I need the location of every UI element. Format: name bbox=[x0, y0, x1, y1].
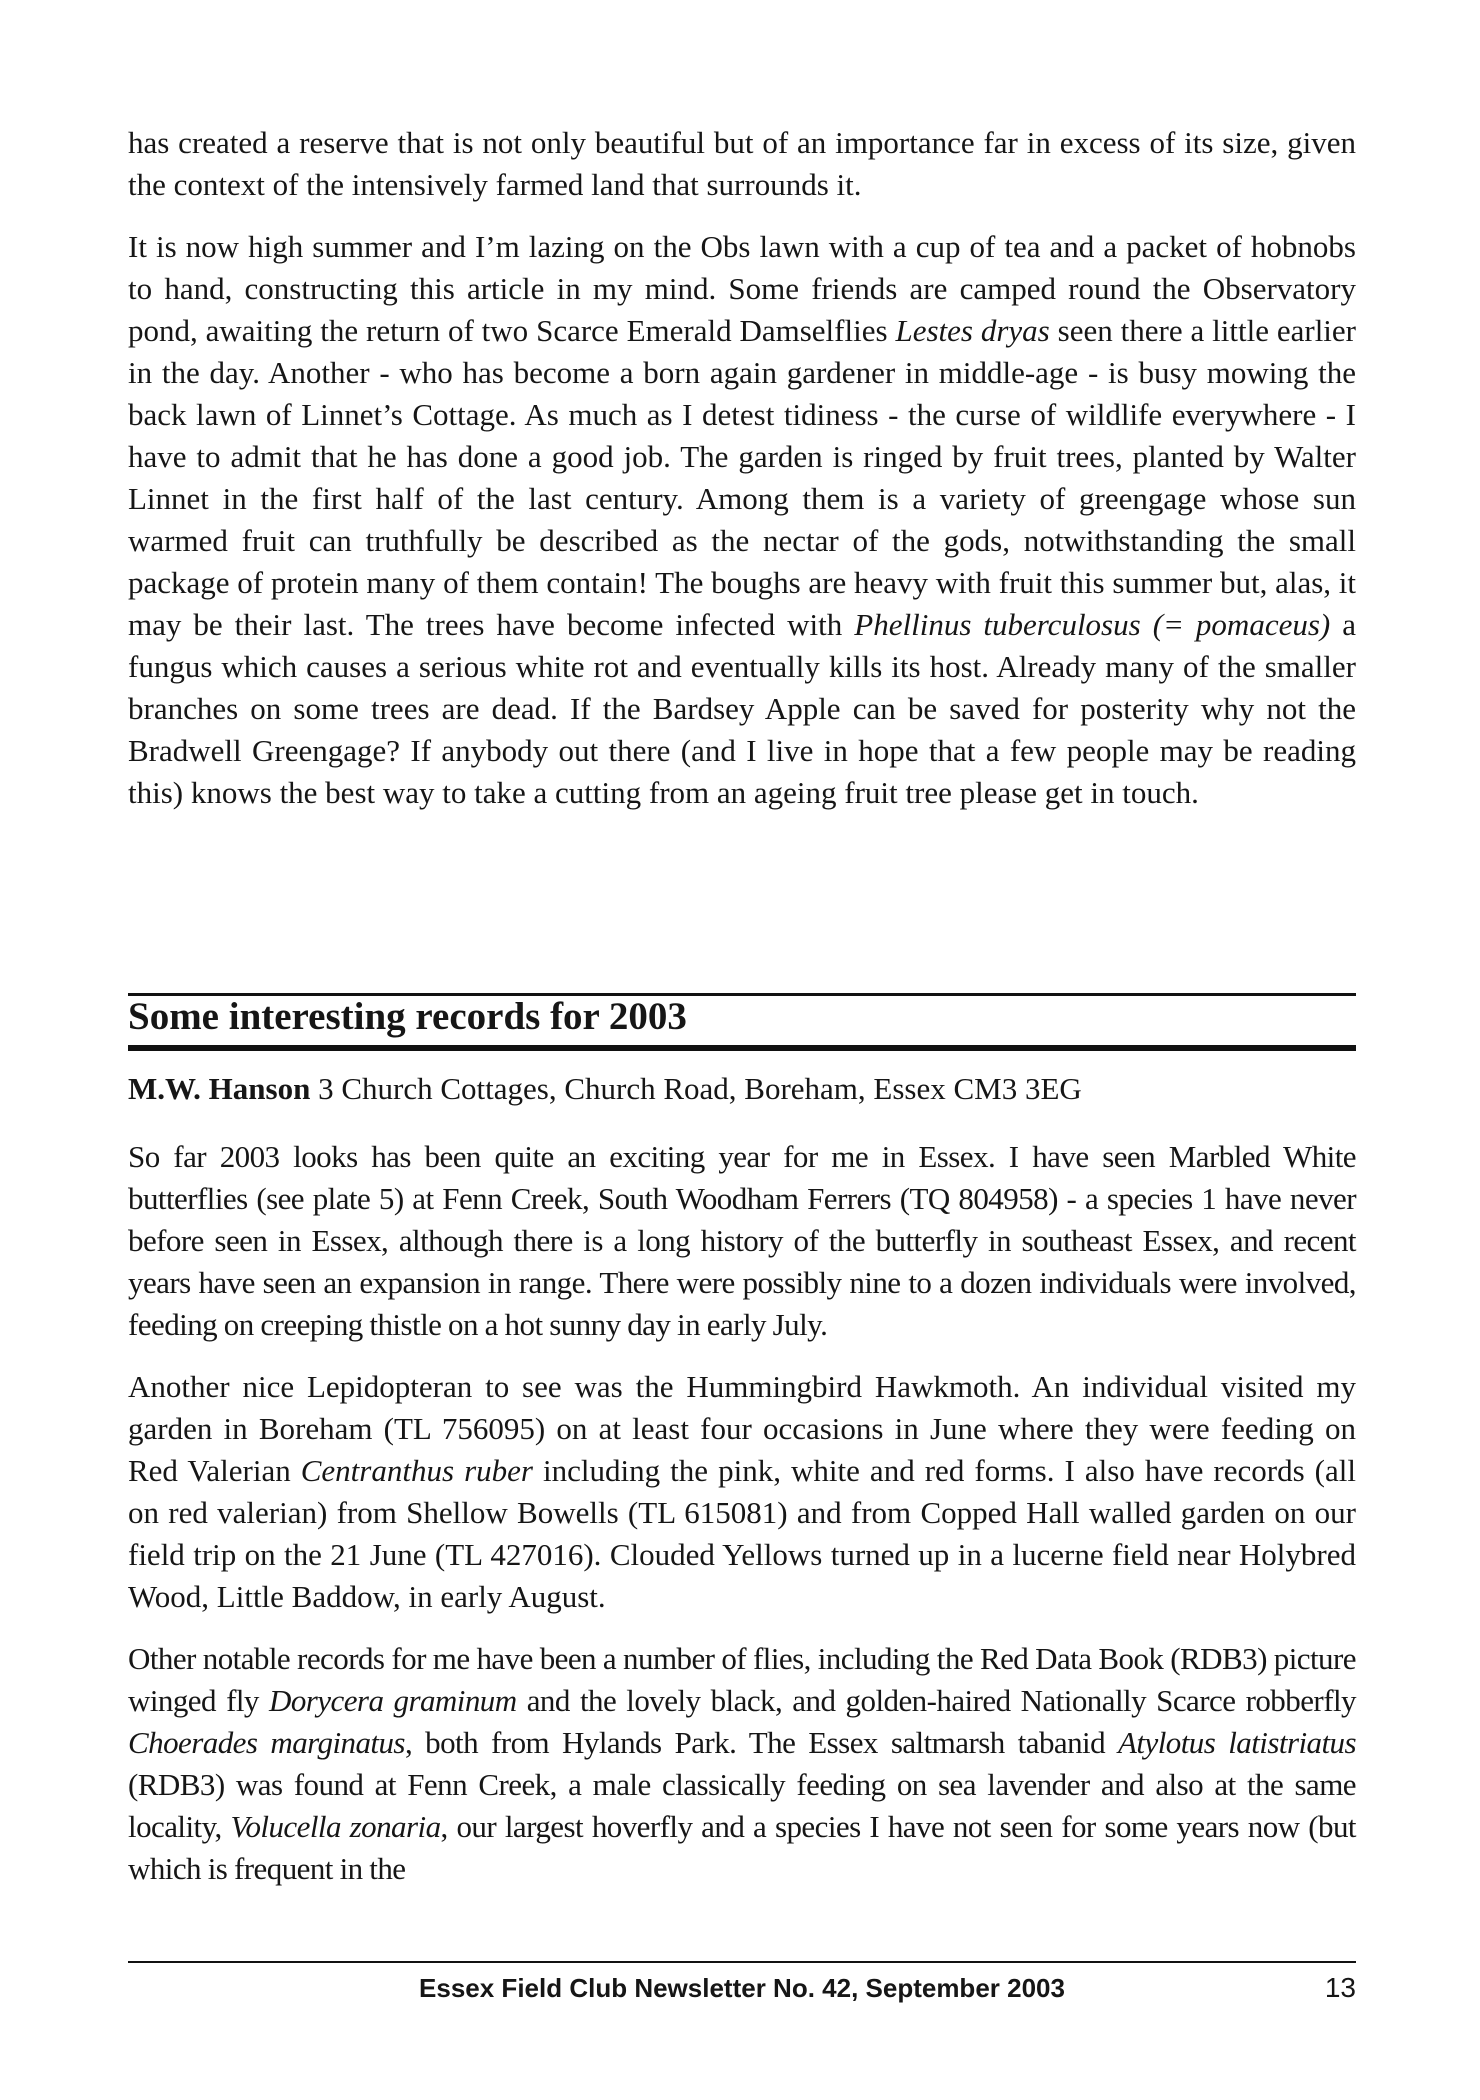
article-body bbox=[128, 1136, 1356, 1890]
text-run: , our largest hoverfly and a species I have not seen for some years now (but which is frequent in the bbox=[128, 1809, 1356, 1886]
text-run: a fungus which causes a serious white rot and eventually kills its host. Already many of the smaller branches on some trees are dead. If the Bardsey Apple can be saved for posterity why not the Bradwell Greengage? If anybody out there (and I live in hope that a few people may be reading this) knows the best way to take a cutting from an ageing fruit tree please get in touch. bbox=[128, 607, 1356, 810]
species-name: Volucella zonaria bbox=[230, 1809, 441, 1844]
species-name: Lestes dryas bbox=[895, 313, 1050, 348]
author-address: 3 Church Cottages, Church Road, Boreham, Essex CM3 3EG bbox=[310, 1071, 1082, 1106]
text-run: including the pink, white and red forms. I also have records (all on red valerian) from Shellow Bowells (TL 615081) and from Copped Hall walled garden on our field trip on the 21 June (TL 427016). Clouded Yellows turned up in a lucerne field near Holybred Wood, Little Baddow, in early August. bbox=[128, 1453, 1356, 1614]
text-run: (RDB3) was found at Fenn Creek, a male classically feeding on sea lavender and also at the same locality, bbox=[128, 1767, 1356, 1844]
page-number: 13 bbox=[1324, 1972, 1356, 2003]
paragraph bbox=[128, 1136, 1356, 1346]
species-name: Phellinus tuberculosus (= pomaceus) bbox=[854, 607, 1331, 642]
footer-rule bbox=[128, 1961, 1356, 1963]
text-run: seen there a little earlier in the day. Another - who has become a born again gardener in middle-age - is busy mowing the back lawn of Linnet’s Cottage. As much as I detest tidiness - the curse of wildlife everywhere - I have to admit that he has done a good job. The garden is ringed by fruit trees, planted by Walter Linnet in the first half of the last century. Among them is a variety of greengage whose sun warmed fruit can truthfully be described as the nectar of the gods, notwithstanding the small package of protein many of them contain! The boughs are heavy with fruit this summer but, alas, it may be their last. The trees have become infected with bbox=[128, 313, 1356, 642]
text-run: , both from Hylands Park. The Essex saltmarsh tabanid bbox=[404, 1725, 1119, 1760]
author-name: M.W. Hanson bbox=[128, 1071, 311, 1106]
text-run: So far 2003 looks has been quite an exciting year for me in Essex. I have seen Marbled White butterflies (see plate 5) at Fenn Creek, South Woodham Ferrers (TQ 804958) - a species 1 have never before seen in Essex, although there is a long history of the butterfly in southeast Essex, and recent years have seen an expansion in range. There were possibly nine to a dozen individuals were involved, feeding on creeping thistle on a hot sunny day in early July. bbox=[128, 1139, 1356, 1342]
text-run: has created a reserve that is not only beautiful but of an importance far in excess of its size, given the context of the intensively farmed land that surrounds it. bbox=[128, 125, 1356, 202]
heading-bottom-rule bbox=[128, 1045, 1356, 1051]
text-run: It is now high summer and I’m lazing on the Obs lawn with a cup of tea and a packet of hobnobs to hand, constructing this article in my mind. Some friends are camped round the Observatory pond, awaiting the return of two Scarce Emerald Damselflies bbox=[128, 229, 1356, 348]
species-name: Centranthus ruber bbox=[300, 1453, 533, 1488]
species-name: Dorycera graminum bbox=[269, 1683, 517, 1718]
paragraph bbox=[128, 1638, 1356, 1890]
text-run: Another nice Lepidopteran to see was the Hummingbird Hawkmoth. An individual visited my garden in Boreham (TL 756095) on at least four occasions in June where they were feeding on Red Valerian bbox=[128, 1369, 1356, 1488]
paragraph bbox=[128, 1366, 1356, 1618]
paragraph bbox=[128, 122, 1356, 206]
author-byline bbox=[128, 1068, 1356, 1110]
species-name: Atylotus latistriatus bbox=[1118, 1725, 1356, 1760]
text-run: and the lovely black, and golden-haired Nationally Scarce robberfly bbox=[516, 1683, 1356, 1718]
species-name: Choerades marginatus bbox=[128, 1725, 405, 1760]
newsletter-title: Essex Field Club Newsletter No. 42, September 2003 bbox=[419, 1973, 1065, 2003]
text-run: Other notable records for me have been a number of flies, including the Red Data Book (RDB3) picture winged fly bbox=[128, 1641, 1356, 1718]
article-title: Some interesting records for 2003 bbox=[128, 995, 687, 1038]
continued-article bbox=[128, 122, 1356, 814]
paragraph bbox=[128, 226, 1356, 814]
